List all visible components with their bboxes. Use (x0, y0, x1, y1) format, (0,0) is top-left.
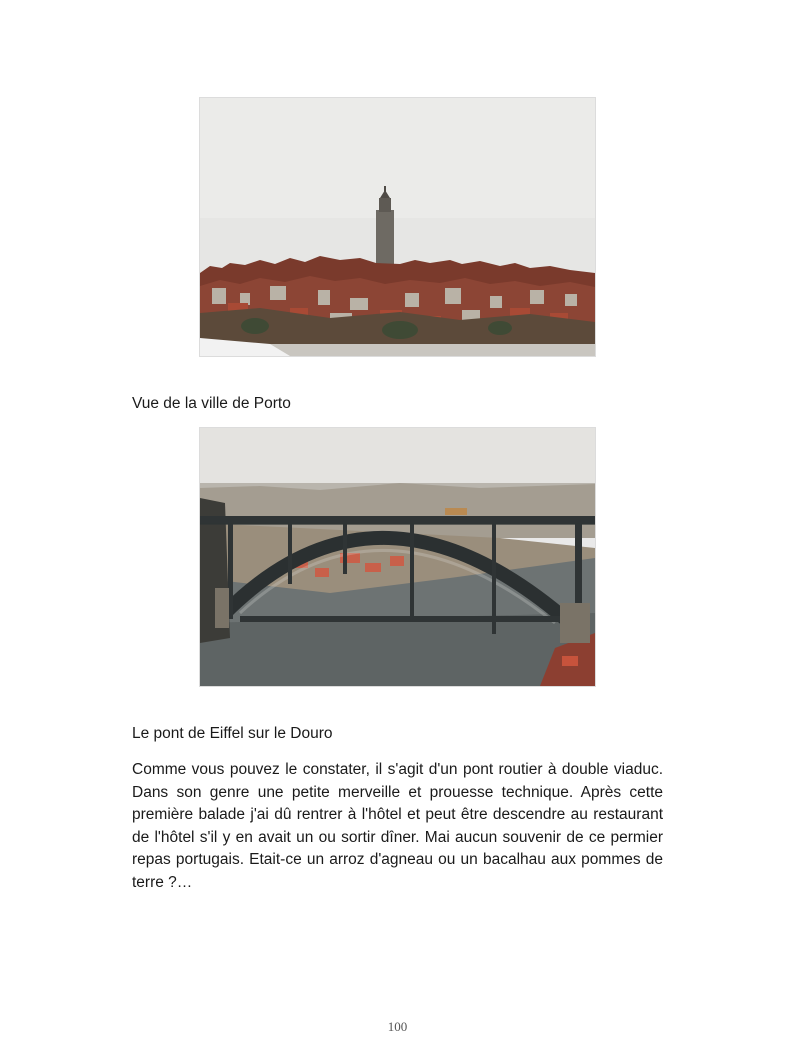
body-paragraph: Comme vous pouvez le constater, il s'agit d'un pont routier à double viaduc. Dans son genre une petite merveille et prouesse technique. Après cette première balade j'ai dû rentrer à l'hôtel et peut être descendre au restaurant de l'hôtel s'il y en avait un ou sortir dîner. Mai aucun souvenir de ce permier repas portugais. Etait-ce un arroz d'agneau ou un bacalhau aux pommes de terre ?… (132, 761, 663, 891)
porto-city-photo (200, 98, 595, 356)
page-number: 100 (387, 1019, 408, 1034)
douro-bridge-illustration (200, 428, 595, 686)
porto-city-illustration (200, 98, 595, 356)
porto-photo-caption: Vue de la ville de Porto (132, 395, 291, 412)
douro-bridge-photo (200, 428, 595, 686)
bridge-photo-caption: Le pont de Eiffel sur le Douro (132, 725, 333, 742)
